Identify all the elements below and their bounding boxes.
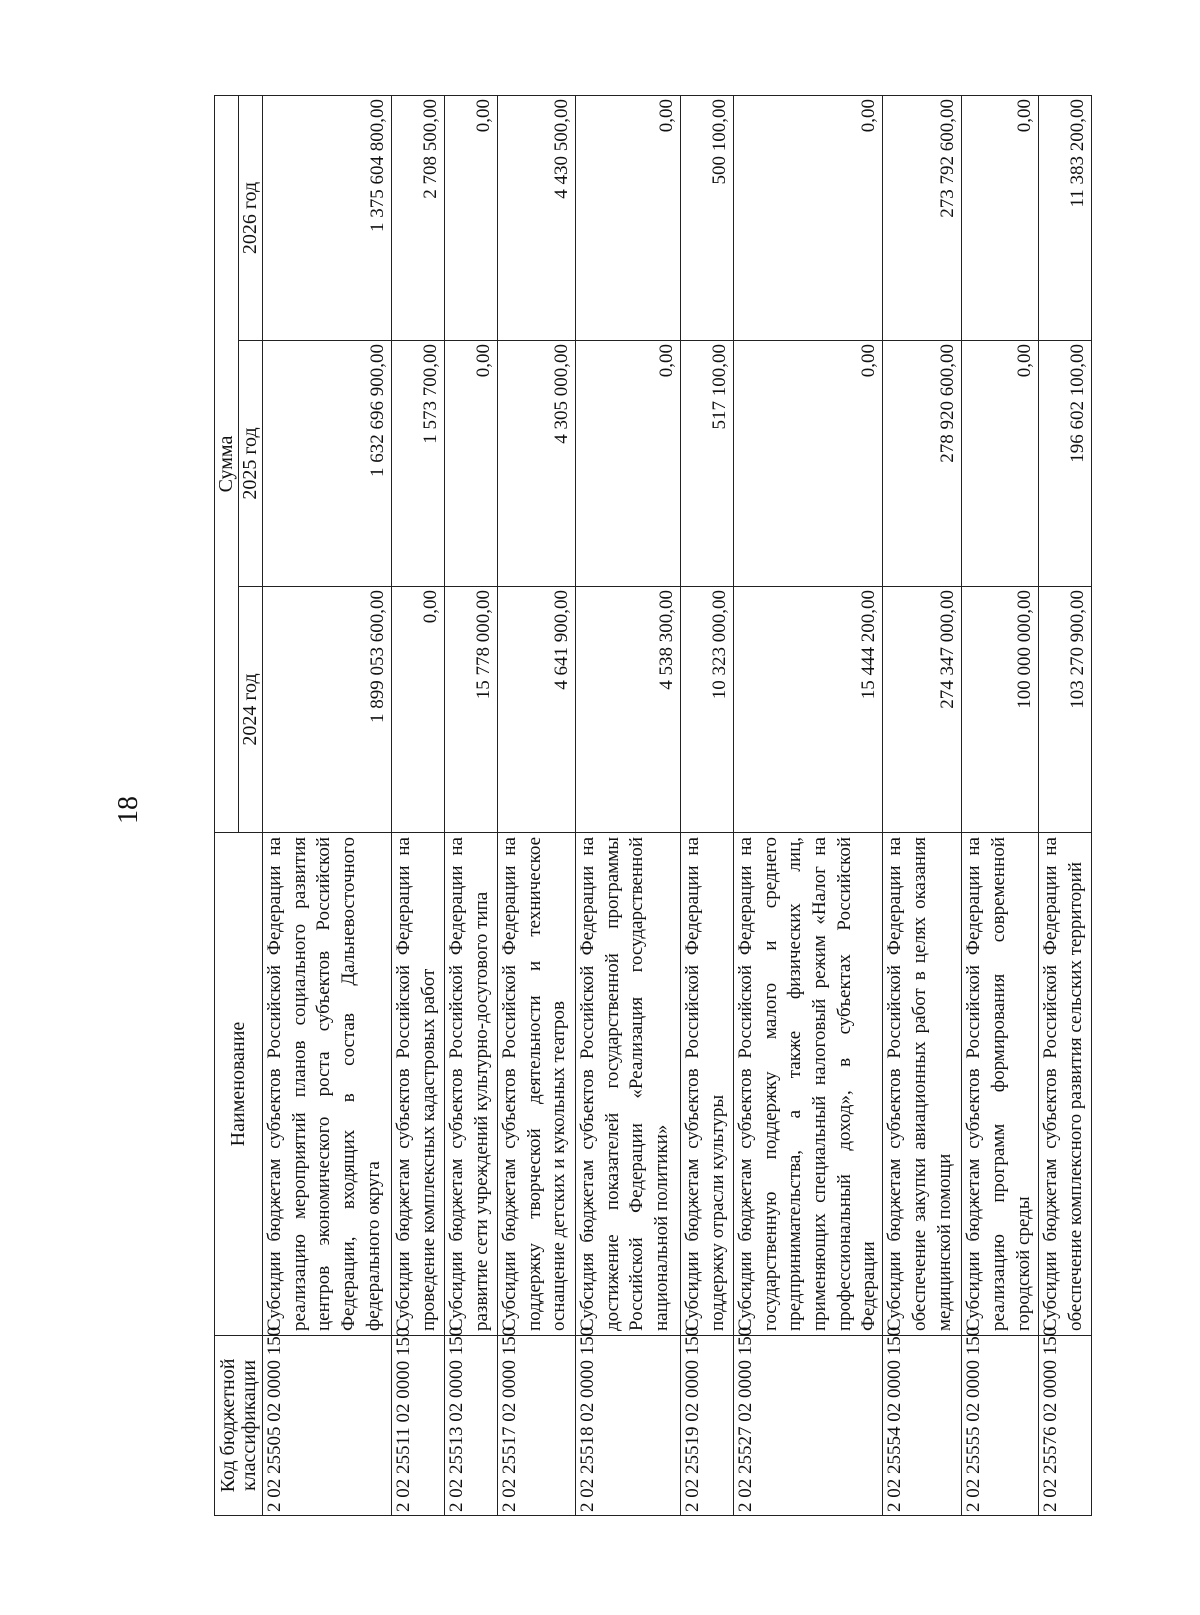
row-code: 2 02 25527 02 0000 150	[734, 1336, 883, 1516]
row-sum-2025: 0,00	[576, 341, 681, 587]
row-sum-2026: 2 708 500,00	[392, 95, 445, 340]
row-name: Субсидии бюджетам субъектов Российской Федерации на обеспечение закупки авиационных работ в целях оказания медицинской помощи	[883, 833, 962, 1336]
row-sum-2024: 15 778 000,00	[445, 587, 498, 833]
table-row	[734, 95, 883, 1515]
row-sum-2025: 517 100,00	[681, 341, 734, 587]
table-row	[1039, 95, 1092, 1515]
header-year-2026: 2026 год	[239, 95, 263, 340]
header-year-2025: 2025 год	[239, 341, 263, 587]
table-row	[498, 95, 576, 1515]
row-sum-2026: 0,00	[576, 95, 681, 340]
row-sum-2025: 196 602 100,00	[1039, 341, 1092, 587]
row-sum-2025: 278 920 600,00	[883, 341, 962, 587]
row-sum-2025: 0,00	[962, 341, 1039, 587]
row-sum-2026: 0,00	[734, 95, 883, 340]
row-name: Субсидии бюджетам субъектов Российской Федерации на реализацию мероприятий планов социального развития центров экономического роста субъектов Российской Федерации, входящих в состав Дальневосточного федерального округа	[263, 833, 392, 1336]
row-sum-2024: 100 000 000,00	[962, 587, 1039, 833]
row-sum-2024: 10 323 000,00	[681, 587, 734, 833]
row-sum-2026: 0,00	[445, 95, 498, 340]
row-sum-2025: 0,00	[445, 341, 498, 587]
header-code: Код бюджетной классификации	[215, 1336, 263, 1516]
row-code: 2 02 25576 02 0000 150	[1039, 1336, 1092, 1516]
row-sum-2026: 11 383 200,00	[1039, 95, 1092, 340]
row-code: 2 02 25555 02 0000 150	[962, 1336, 1039, 1516]
row-sum-2024: 4 538 300,00	[576, 587, 681, 833]
row-code: 2 02 25513 02 0000 150	[445, 1336, 498, 1516]
row-code: 2 02 25511 02 0000 150	[392, 1336, 445, 1516]
row-name: Субсидии бюджетам субъектов Российской Федерации на обеспечение комплексного развития сельских территорий	[1039, 833, 1092, 1336]
row-sum-2025: 1 573 700,00	[392, 341, 445, 587]
table-row	[392, 95, 445, 1515]
page-number: 18	[113, 796, 144, 824]
row-sum-2024: 103 270 900,00	[1039, 587, 1092, 833]
row-sum-2024: 15 444 200,00	[734, 587, 883, 833]
row-sum-2025: 0,00	[734, 341, 883, 587]
row-code: 2 02 25554 02 0000 150	[883, 1336, 962, 1516]
row-name: Субсидия бюджетам субъектов Российской Федерации на достижение показателей государственной программы Российской Федерации «Реализация государственной национальной политики»	[576, 833, 681, 1336]
table-row	[445, 95, 498, 1515]
row-sum-2024: 1 899 053 600,00	[263, 587, 392, 833]
budget-table	[214, 95, 1092, 1516]
row-code: 2 02 25518 02 0000 150	[576, 1336, 681, 1516]
row-sum-2026: 0,00	[962, 95, 1039, 340]
row-sum-2026: 500 100,00	[681, 95, 734, 340]
row-sum-2026: 4 430 500,00	[498, 95, 576, 340]
header-year-2024: 2024 год	[239, 587, 263, 833]
header-sum: Сумма	[215, 95, 239, 832]
row-name: Субсидии бюджетам субъектов Российской Федерации на государственную поддержку малого и среднего предпринимательства, а также физических лиц, применяющих специальный налоговый режим «Налог на профессиональный доход», в субъектах Российской Федерации	[734, 833, 883, 1336]
table-row	[263, 95, 392, 1515]
table-row	[883, 95, 962, 1515]
row-sum-2025: 1 632 696 900,00	[263, 341, 392, 587]
row-name: Субсидии бюджетам субъектов Российской Федерации на поддержку отрасли культуры	[681, 833, 734, 1336]
row-sum-2025: 4 305 000,00	[498, 341, 576, 587]
row-sum-2026: 1 375 604 800,00	[263, 95, 392, 340]
row-code: 2 02 25517 02 0000 150	[498, 1336, 576, 1516]
table-row	[576, 95, 681, 1515]
row-name: Субсидии бюджетам субъектов Российской Федерации на реализацию программ формирования современной городской среды	[962, 833, 1039, 1336]
row-name: Субсидии бюджетам субъектов Российской Федерации на проведение комплексных кадастровых работ	[392, 833, 445, 1336]
table-row	[681, 95, 734, 1515]
row-name: Субсидии бюджетам субъектов Российской Федерации на развитие сети учреждений культурно-досугового типа	[445, 833, 498, 1336]
row-name: Субсидии бюджетам субъектов Российской Федерации на поддержку творческой деятельности и техническое оснащение детских и кукольных театров	[498, 833, 576, 1336]
row-sum-2024: 0,00	[392, 587, 445, 833]
row-code: 2 02 25519 02 0000 150	[681, 1336, 734, 1516]
row-code: 2 02 25505 02 0000 150	[263, 1336, 392, 1516]
header-name: Наименование	[215, 833, 263, 1336]
row-sum-2024: 4 641 900,00	[498, 587, 576, 833]
table-row	[962, 95, 1039, 1515]
row-sum-2026: 273 792 600,00	[883, 95, 962, 340]
rotated-table-wrapper	[214, 96, 1089, 1516]
row-sum-2024: 274 347 000,00	[883, 587, 962, 833]
